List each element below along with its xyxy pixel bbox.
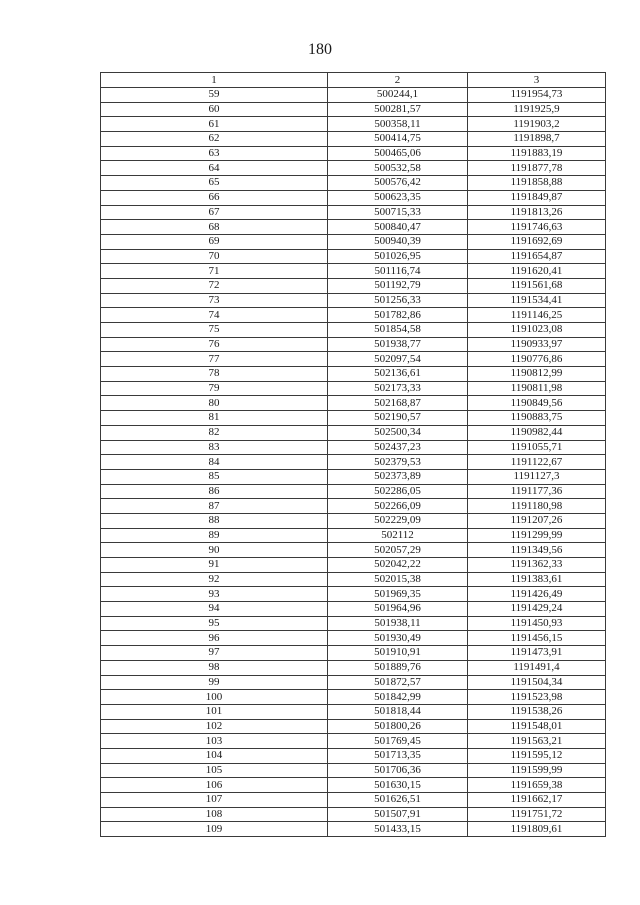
cell-point-number: 105 [101,763,328,778]
table-row [101,719,606,734]
cell-x-coordinate: 500358,11 [328,117,468,132]
table-row [101,234,606,249]
cell-x-coordinate: 501256,33 [328,293,468,308]
cell-x-coordinate: 502229,09 [328,513,468,528]
cell-y-coordinate: 1191599,99 [468,763,606,778]
cell-x-coordinate: 501910,91 [328,646,468,661]
cell-y-coordinate: 1191122,67 [468,455,606,470]
cell-point-number: 60 [101,102,328,117]
cell-point-number: 87 [101,499,328,514]
cell-x-coordinate: 502373,89 [328,469,468,484]
table-row [101,352,606,367]
cell-point-number: 65 [101,176,328,191]
cell-x-coordinate: 502286,05 [328,484,468,499]
cell-y-coordinate: 1190933,97 [468,337,606,352]
cell-point-number: 78 [101,367,328,382]
cell-x-coordinate: 500940,39 [328,234,468,249]
coordinates-table [100,72,606,837]
cell-y-coordinate: 1191491,4 [468,660,606,675]
cell-x-coordinate: 502266,09 [328,499,468,514]
cell-y-coordinate: 1191127,3 [468,469,606,484]
cell-y-coordinate: 1191523,98 [468,690,606,705]
cell-x-coordinate: 502112 [328,528,468,543]
cell-point-number: 108 [101,807,328,822]
cell-y-coordinate: 1191883,19 [468,146,606,161]
cell-y-coordinate: 1191450,93 [468,616,606,631]
cell-x-coordinate: 502500,34 [328,425,468,440]
table-row [101,513,606,528]
cell-y-coordinate: 1191429,24 [468,602,606,617]
cell-y-coordinate: 1191746,63 [468,220,606,235]
cell-y-coordinate: 1191563,21 [468,734,606,749]
cell-x-coordinate: 500532,58 [328,161,468,176]
table-row [101,367,606,382]
cell-y-coordinate: 1191620,41 [468,264,606,279]
cell-y-coordinate: 1191925,9 [468,102,606,117]
table-row [101,763,606,778]
table-row [101,117,606,132]
cell-point-number: 91 [101,558,328,573]
table-row [101,132,606,147]
cell-x-coordinate: 501507,91 [328,807,468,822]
cell-y-coordinate: 1191207,26 [468,513,606,528]
cell-point-number: 89 [101,528,328,543]
cell-y-coordinate: 1191383,61 [468,572,606,587]
cell-point-number: 74 [101,308,328,323]
table-row [101,646,606,661]
cell-point-number: 96 [101,631,328,646]
table-row [101,396,606,411]
table-body [101,88,606,837]
cell-x-coordinate: 500414,75 [328,132,468,147]
cell-y-coordinate: 1191813,26 [468,205,606,220]
cell-y-coordinate: 1190811,98 [468,381,606,396]
cell-x-coordinate: 501842,99 [328,690,468,705]
cell-point-number: 66 [101,190,328,205]
table-row [101,146,606,161]
cell-point-number: 94 [101,602,328,617]
cell-point-number: 70 [101,249,328,264]
table-row [101,660,606,675]
cell-x-coordinate: 501872,57 [328,675,468,690]
table-row [101,469,606,484]
cell-y-coordinate: 1191426,49 [468,587,606,602]
cell-x-coordinate: 501930,49 [328,631,468,646]
table-row [101,616,606,631]
cell-x-coordinate: 501800,26 [328,719,468,734]
cell-point-number: 80 [101,396,328,411]
cell-y-coordinate: 1191023,08 [468,323,606,338]
table-row [101,278,606,293]
table-row [101,734,606,749]
cell-x-coordinate: 501192,79 [328,278,468,293]
table-row [101,822,606,837]
cell-point-number: 71 [101,264,328,279]
cell-x-coordinate: 500715,33 [328,205,468,220]
cell-point-number: 68 [101,220,328,235]
cell-point-number: 95 [101,616,328,631]
cell-y-coordinate: 1191877,78 [468,161,606,176]
cell-x-coordinate: 501769,45 [328,734,468,749]
cell-y-coordinate: 1191954,73 [468,88,606,103]
table-row [101,572,606,587]
cell-x-coordinate: 501630,15 [328,778,468,793]
cell-point-number: 77 [101,352,328,367]
cell-x-coordinate: 502042,22 [328,558,468,573]
cell-y-coordinate: 1190883,75 [468,411,606,426]
cell-x-coordinate: 502437,23 [328,440,468,455]
cell-point-number: 99 [101,675,328,690]
cell-point-number: 62 [101,132,328,147]
cell-point-number: 101 [101,704,328,719]
cell-y-coordinate: 1191903,2 [468,117,606,132]
cell-point-number: 100 [101,690,328,705]
cell-y-coordinate: 1191858,88 [468,176,606,191]
cell-point-number: 72 [101,278,328,293]
cell-y-coordinate: 1191456,15 [468,631,606,646]
cell-y-coordinate: 1191659,38 [468,778,606,793]
cell-y-coordinate: 1191561,68 [468,278,606,293]
cell-y-coordinate: 1191534,41 [468,293,606,308]
cell-y-coordinate: 1190982,44 [468,425,606,440]
cell-x-coordinate: 501964,96 [328,602,468,617]
header-cell-x: 2 [328,73,468,88]
cell-x-coordinate: 501433,15 [328,822,468,837]
table-row [101,190,606,205]
cell-x-coordinate: 500840,47 [328,220,468,235]
cell-y-coordinate: 1191473,91 [468,646,606,661]
cell-y-coordinate: 1190812,99 [468,367,606,382]
cell-point-number: 59 [101,88,328,103]
table-row [101,631,606,646]
cell-point-number: 90 [101,543,328,558]
cell-x-coordinate: 501854,58 [328,323,468,338]
table-row [101,807,606,822]
cell-point-number: 81 [101,411,328,426]
cell-y-coordinate: 1191654,87 [468,249,606,264]
table-row [101,587,606,602]
cell-point-number: 73 [101,293,328,308]
table-row [101,484,606,499]
cell-y-coordinate: 1191177,36 [468,484,606,499]
table-row [101,455,606,470]
table-row [101,102,606,117]
table-row [101,161,606,176]
table-row [101,602,606,617]
cell-point-number: 61 [101,117,328,132]
header-cell-point: 1 [101,73,328,88]
cell-x-coordinate: 500576,42 [328,176,468,191]
cell-x-coordinate: 502097,54 [328,352,468,367]
cell-x-coordinate: 500465,06 [328,146,468,161]
cell-x-coordinate: 500623,35 [328,190,468,205]
table-row [101,778,606,793]
cell-y-coordinate: 1191349,56 [468,543,606,558]
cell-point-number: 103 [101,734,328,749]
cell-point-number: 83 [101,440,328,455]
cell-x-coordinate: 501116,74 [328,264,468,279]
table-row [101,690,606,705]
cell-x-coordinate: 501713,35 [328,748,468,763]
table-row [101,675,606,690]
cell-point-number: 97 [101,646,328,661]
table-row [101,558,606,573]
cell-x-coordinate: 502168,87 [328,396,468,411]
cell-y-coordinate: 1191146,25 [468,308,606,323]
cell-point-number: 102 [101,719,328,734]
cell-point-number: 86 [101,484,328,499]
table-row [101,793,606,808]
cell-point-number: 75 [101,323,328,338]
table-row [101,176,606,191]
cell-point-number: 104 [101,748,328,763]
cell-y-coordinate: 1191849,87 [468,190,606,205]
cell-point-number: 85 [101,469,328,484]
table-row [101,425,606,440]
cell-x-coordinate: 502136,61 [328,367,468,382]
header-row [101,73,606,88]
table-row [101,704,606,719]
table-row [101,264,606,279]
cell-point-number: 63 [101,146,328,161]
cell-y-coordinate: 1191180,98 [468,499,606,514]
table-row [101,308,606,323]
table-row [101,88,606,103]
cell-y-coordinate: 1191504,34 [468,675,606,690]
cell-point-number: 69 [101,234,328,249]
cell-y-coordinate: 1191751,72 [468,807,606,822]
cell-y-coordinate: 1191362,33 [468,558,606,573]
cell-point-number: 76 [101,337,328,352]
cell-point-number: 93 [101,587,328,602]
cell-x-coordinate: 502190,57 [328,411,468,426]
table-row [101,205,606,220]
table-row [101,411,606,426]
cell-point-number: 106 [101,778,328,793]
cell-x-coordinate: 501782,86 [328,308,468,323]
cell-y-coordinate: 1191898,7 [468,132,606,147]
cell-point-number: 67 [101,205,328,220]
table-row [101,337,606,352]
cell-y-coordinate: 1191548,01 [468,719,606,734]
cell-y-coordinate: 1191809,61 [468,822,606,837]
table-row [101,528,606,543]
cell-x-coordinate: 502057,29 [328,543,468,558]
cell-point-number: 109 [101,822,328,837]
cell-x-coordinate: 502379,53 [328,455,468,470]
table-header [101,73,606,88]
table-row [101,440,606,455]
cell-y-coordinate: 1191595,12 [468,748,606,763]
cell-x-coordinate: 501818,44 [328,704,468,719]
table-row [101,220,606,235]
table-row [101,748,606,763]
cell-x-coordinate: 501626,51 [328,793,468,808]
table-row [101,249,606,264]
cell-x-coordinate: 501889,76 [328,660,468,675]
cell-point-number: 88 [101,513,328,528]
page-number: 180 [308,41,332,58]
cell-x-coordinate: 501938,77 [328,337,468,352]
table-row [101,543,606,558]
cell-point-number: 84 [101,455,328,470]
cell-y-coordinate: 1191055,71 [468,440,606,455]
cell-x-coordinate: 501969,35 [328,587,468,602]
cell-y-coordinate: 1190849,56 [468,396,606,411]
table-row [101,499,606,514]
cell-y-coordinate: 1191662,17 [468,793,606,808]
cell-x-coordinate: 501938,11 [328,616,468,631]
cell-y-coordinate: 1191538,26 [468,704,606,719]
cell-y-coordinate: 1191692,69 [468,234,606,249]
table-row [101,381,606,396]
header-cell-y: 3 [468,73,606,88]
table-row [101,293,606,308]
cell-point-number: 98 [101,660,328,675]
cell-x-coordinate: 502173,33 [328,381,468,396]
cell-point-number: 79 [101,381,328,396]
cell-x-coordinate: 500281,57 [328,102,468,117]
cell-y-coordinate: 1191299,99 [468,528,606,543]
cell-point-number: 64 [101,161,328,176]
cell-x-coordinate: 501706,36 [328,763,468,778]
cell-x-coordinate: 502015,38 [328,572,468,587]
cell-x-coordinate: 500244,1 [328,88,468,103]
cell-point-number: 107 [101,793,328,808]
cell-point-number: 82 [101,425,328,440]
cell-y-coordinate: 1190776,86 [468,352,606,367]
table-row [101,323,606,338]
cell-point-number: 92 [101,572,328,587]
cell-x-coordinate: 501026,95 [328,249,468,264]
